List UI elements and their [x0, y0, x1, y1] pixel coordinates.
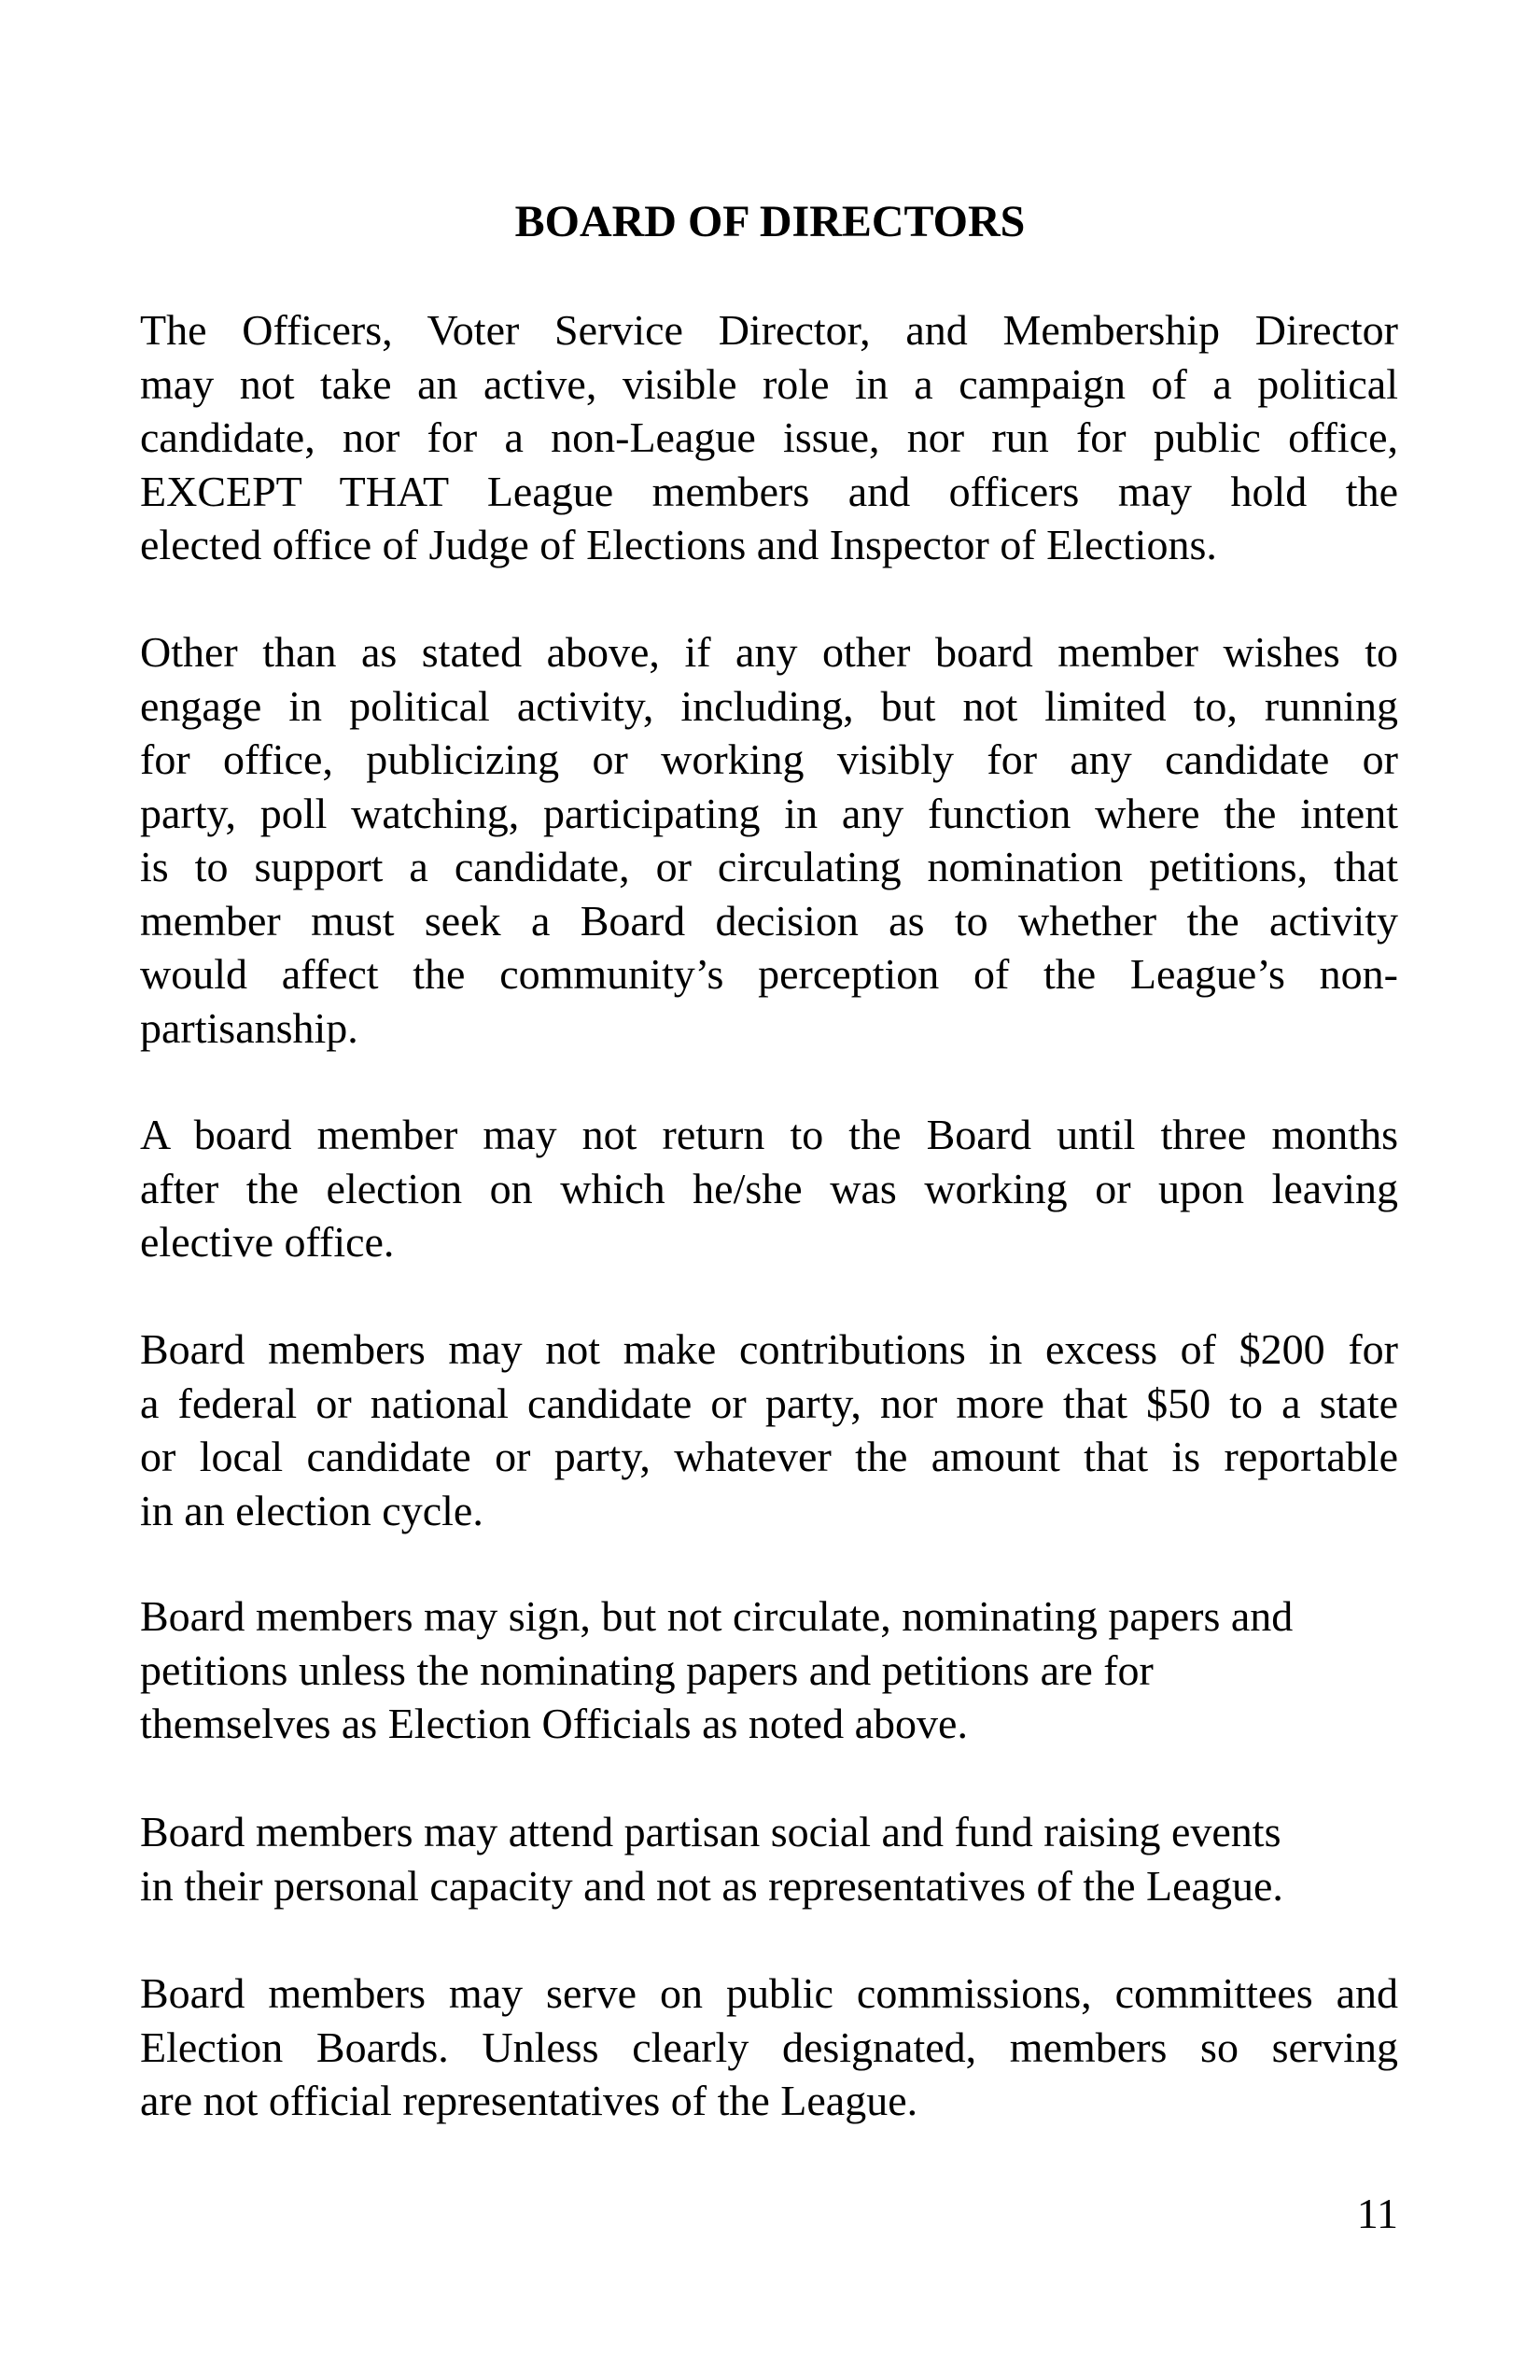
text-line: A board member may not return to the Board until three months: [140, 1111, 1398, 1158]
text-line: for office, publicizing or working visibly for any candidate or: [140, 735, 1398, 783]
paragraph-officers-restrictions: [140, 303, 1398, 572]
page-title: BOARD OF DIRECTORS: [514, 197, 1026, 246]
text-line: is to support a candidate, or circulating nomination petitions, that: [140, 843, 1398, 890]
text-line: Board members may sign, but not circulate, nominating papers and: [140, 1592, 1294, 1640]
text-line: The Officers, Voter Service Director, and Membership Director: [140, 306, 1398, 354]
text-line: would affect the community’s perception of the League’s non-: [140, 950, 1398, 998]
text-line: after the election on which he/she was working or upon leaving: [140, 1164, 1398, 1212]
text-line: petitions unless the nominating papers and petitions are for: [140, 1645, 1154, 1694]
paragraph-political-activity: [140, 625, 1398, 1055]
paragraph-public-commissions: [140, 1967, 1398, 2128]
paragraph-return-to-board: [140, 1108, 1398, 1269]
text-line: elective office.: [140, 1218, 395, 1266]
text-line: elected office of Judge of Elections and Inspector of Elections.: [140, 521, 1217, 568]
text-line: a federal or national candidate or party, nor more that $50 to a state: [140, 1379, 1398, 1427]
text-line: may not take an active, visible role in a campaign of a political: [140, 359, 1398, 408]
text-line: Board members may attend partisan social and fund raising events: [140, 1808, 1281, 1855]
page-number: 11: [1356, 2190, 1398, 2237]
text-line: candidate, nor for a non-League issue, nor run for public office,: [140, 413, 1398, 461]
paragraph-contributions: [140, 1323, 1398, 1537]
text-line: Board members may not make contributions in excess of $200 for: [140, 1325, 1398, 1373]
paragraph-nominating-papers: [140, 1589, 1398, 1751]
text-line: in an election cycle.: [140, 1486, 483, 1534]
text-line: themselves as Election Officials as noted above.: [140, 1700, 968, 1747]
text-line: in their personal capacity and not as representatives of the League.: [140, 1861, 1283, 1910]
text-line: Election Boards. Unless clearly designated, members so serving: [140, 2023, 1398, 2071]
text-line: party, poll watching, participating in any function where the intent: [140, 789, 1398, 837]
text-line: partisanship.: [140, 1003, 358, 1052]
text-line: Other than as stated above, if any other board member wishes to: [140, 628, 1398, 676]
text-line: EXCEPT THAT League members and officers may hold the: [140, 467, 1398, 515]
text-line: engage in political activity, including, but not limited to, running: [140, 681, 1398, 730]
text-line: Board members may serve on public commissions, committees and: [140, 1969, 1398, 2017]
text-line: member must seek a Board decision as to whether the activity: [140, 896, 1398, 945]
text-line: or local candidate or party, whatever the amount that is reportable: [140, 1433, 1398, 1480]
paragraph-partisan-events: [140, 1805, 1398, 1912]
text-line: are not official representatives of the League.: [140, 2077, 918, 2124]
